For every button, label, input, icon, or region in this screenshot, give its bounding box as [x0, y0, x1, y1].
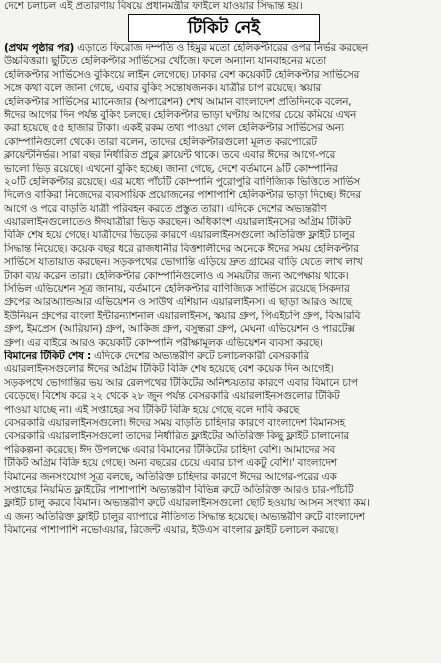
article-line: গ্রুপের আরঅ্যান্ডআর এভিয়েশন ও সাউথ এশিয়ান এয়ারলাইনস। এ ছাড়া আরও আছে: [4, 296, 352, 309]
article-line: এয়ারলাইনসগুলোর ঈদের অগ্রিম টিকিট বিক্রি শেষ হয়েছে বেশ কয়েক দিন আগেই।: [4, 363, 334, 376]
paragraph-1: [4, 55, 437, 350]
article-line: ক্লায়েন্টনির্ভর। সারা বছর নির্ধারিত প্রচুর ক্লায়েন্ট থাকে। তবে এবার ঈদের আগে-পরে: [4, 149, 336, 162]
paragraph-2: [4, 363, 437, 537]
article-line-text: এড়াতে ফিরোজ দম্পতি ও হিমুর মতো হেলিকপ্টারের ওপর নির্ভর করছেন: [74, 42, 369, 54]
article-line: বিমানের পাশাপাশি নভোএয়ার, রিজেন্ট এয়ার, ইউএস বাংলার ফ্লাইট চলাচল করছে।: [4, 524, 339, 537]
article-line: হেলিকপ্টার সার্ভিসের ম্যানেজার (অপারেশন) শেখ আমান বাংলাদেশ প্রতিদিনকে বলেন,: [4, 95, 352, 108]
article-line: করা হয়েছে ৫৫ হাজার টাকা। একই রকম তথ্য পাওয়া গেল হেলিকপ্টার সার্ভিসের অন্য: [4, 122, 344, 135]
article-line-text: এদিকে দেশের অভ্যন্তরীণ রুটে চলাচলকারী বেসরকারি: [90, 349, 310, 362]
article-line: উচ্চবিত্তরা। ছুটিতে হেলিকপ্টার সার্ভিসের খোঁজে। ফলে অন্যান্য যানবাহনের মতো: [4, 55, 327, 68]
article-line: ঈদের আগের দিন পর্যন্ত বুকিং চলছে। হেলিকপ্টার ভাড়া ঘণ্টায় আগের চেয়ে কমিয়ে এখন: [4, 108, 357, 121]
article-line: সপ্তাহের নিয়মিত ফ্লাইটের পাশাপাশি অভ্যন্তরীণ বিভিন্ন রুটে অতিরিক্ত আরও চার-পাঁচটি: [4, 483, 354, 496]
article-line: সঙ্গে কথা বলে জানা গেছে, এবার বুকিং সন্তোষজনক। যাত্রীর চাপ রয়েছে। স্কয়ার: [4, 82, 322, 95]
article-line: বেসরকারি এয়ারলাইনসগুলো। ঈদের সময় বাড়তি চাহিদার কারণে বাংলাদেশ বিমানসহ: [4, 416, 345, 429]
article-line: [4, 350, 437, 363]
article-line: ইউনিয়ন গ্রুপের বাংলা ইন্টারন্যাশনাল এয়ারলাইনস, স্কয়ার গ্রুপ, পিএইচপি গ্রুপ, বিআরবি: [4, 309, 361, 322]
headline-box: [128, 14, 320, 42]
article-line: সড়কপথে ভোগান্তির ভয় আর রেলপথের টিকিটের অনিশ্চয়তার কারণে এবার বিমানে চাপ: [4, 376, 358, 389]
article-line: [4, 42, 437, 55]
article-line: গ্রুপ, ইমপ্রেস (আরিয়ান) গ্রুপ, আকিজ গ্রুপ, বসুন্ধরা গ্রুপ, মেঘনা এভিয়েশন ও পারটেক্স: [4, 323, 355, 336]
article-line: বিমানের জনসংযোগ সূত্র বলছে, অতিরিক্ত চাহিদার কারণে ঈদের আগের-পরের এক: [4, 470, 337, 483]
article-line: বেড়েছে। বিশেষ করে ২২ থেকে ২৮ জুন পর্যন্ত বেসরকারি এয়ারলাইনসগুলোর টিকিট: [4, 390, 340, 403]
subheading: বিমানের টিকিট শেষ :: [4, 349, 91, 362]
article-line: হেলিকপ্টার সার্ভিসেও বুকিংয়ে লাইন লেগেছে। ঢাকার বেশ কয়েকটি হেলিকপ্টার সার্ভিসের: [4, 68, 360, 81]
article-line: সার্ভিসে যাতায়াত করছেন। সড়কপথের ভোগান্তি এড়িয়ে দ্রুত গ্রামের বাড়ি যেতে লাখ লাখ: [4, 256, 363, 269]
article-line: সিভিল এভিয়েশন সূত্র জানায়, বর্তমানে হেলিকপ্টার বাণিজ্যিক সার্ভিসে রয়েছে সিকদার: [4, 283, 350, 296]
article-line: পরিকল্পনা করেছে। ঈদ উপলক্ষে এবার বিমানের টিকিটের চাহিদা বেশি। আমাদের সব: [4, 443, 336, 456]
article-line: এ জন্য অতিরিক্ত ফ্লাইট চালুর ব্যাপারে নীতিগত সিদ্ধান্ত হয়েছে। অভ্যন্তরীণ রুটে বাংলাদেশ: [4, 510, 365, 523]
article-line: গ্রুপ। এর বাইরে আরও কয়েকটি কোম্পানি পরীক্ষামূলক এভিয়েশন ব্যবসা করছে।: [4, 336, 323, 349]
article-line: কোম্পানিগুলো থেকে। তারা বলেন, তাদের হেলিকপ্টারগুলো মূলত করপোরেট: [4, 135, 317, 148]
article-line: ফ্লাইট চালু করবে বিমান। অভ্যন্তরীণ রুটে এয়ারলাইনসগুলো ছোট হওয়ায় আসন সংখ্যা কম।: [4, 497, 370, 510]
article-line: বিক্রি শেষ হয়ে গেছে। যাত্রীদের ভিড়ের কারণে এয়ারলাইনসগুলো অতিরিক্ত ফ্লাইট চালুর: [4, 229, 355, 242]
article-line: এয়ারলাইনগুলোতেও ঈদযাত্রীরা ভিড় করছেন। অধিকাংশ এয়ারলাইনসের অগ্রিম টিকিট: [4, 216, 351, 229]
continuation-marker: (প্রথম পৃষ্ঠার পর): [4, 42, 75, 54]
article-line: পাওয়া যাচ্ছে না। এই সপ্তাহের সব টিকিট বিক্রি হয়ে গেছে বলে দাবি করছে: [4, 403, 300, 416]
article-line: সিদ্ধান্ত নিয়েছে। কয়েক বছর ধরে রাজধানীর বিত্তশালীদের অনেকে ঈদের সময় হেলিকপ্টার: [4, 242, 359, 255]
headline: টিকিট নেই: [188, 18, 260, 38]
article-body: [4, 42, 437, 537]
article-line: ভালো ভিড় রয়েছে। এখনো বুকিং হচ্ছে। জানা গেছে, দেশে বর্তমানে ৯টি কোম্পানির: [4, 162, 338, 175]
article-line: আগে ও পরে বাড়তি যাত্রী পরিবহন করতে প্রস্তুত তারা। এদিকে দেশের অভ্যন্তরীণ: [4, 202, 327, 215]
article-line: টিকিট অগ্রিম বিক্রি হয়ে গেছে। অন্য বছরের চেয়ে এবার চাপ একটু বেশি।' বাংলাদেশ: [4, 457, 337, 470]
article-line: ২০টি হেলিকপ্টার রয়েছে। এর মধ্যে পাঁচটি কোম্পানি পুরোপুরি বাণিজ্যিক ভিত্তিতে সার্ভিস: [4, 175, 360, 188]
article-line: বেসরকারি এয়ারলাইনসগুলো তাদের নির্ধারিত ফ্লাইটের অতিরিক্ত কিছু ফ্লাইট চালানোর: [4, 430, 349, 443]
previous-story-last-line: দেশে চলাচল এই প্রতারণায় বিষয়ে প্রধানমন্ত্রীর ফাইলে যাওয়ার সিদ্ধান্ত হয়।: [4, 0, 303, 12]
article-line: টাকা ব্যয় করেন তারা। হেলিকপ্টার কোম্পানিগুলোও এ সময়টার জন্য অপেক্ষায় থাকে।: [4, 269, 349, 282]
article-line: দিলেও বাকিরা নিজেদের ব্যবসায়িক প্রয়োজনের পাশাপাশি হেলিকপ্টার ভাড়া দিচ্ছে। ঈদের: [4, 189, 361, 202]
